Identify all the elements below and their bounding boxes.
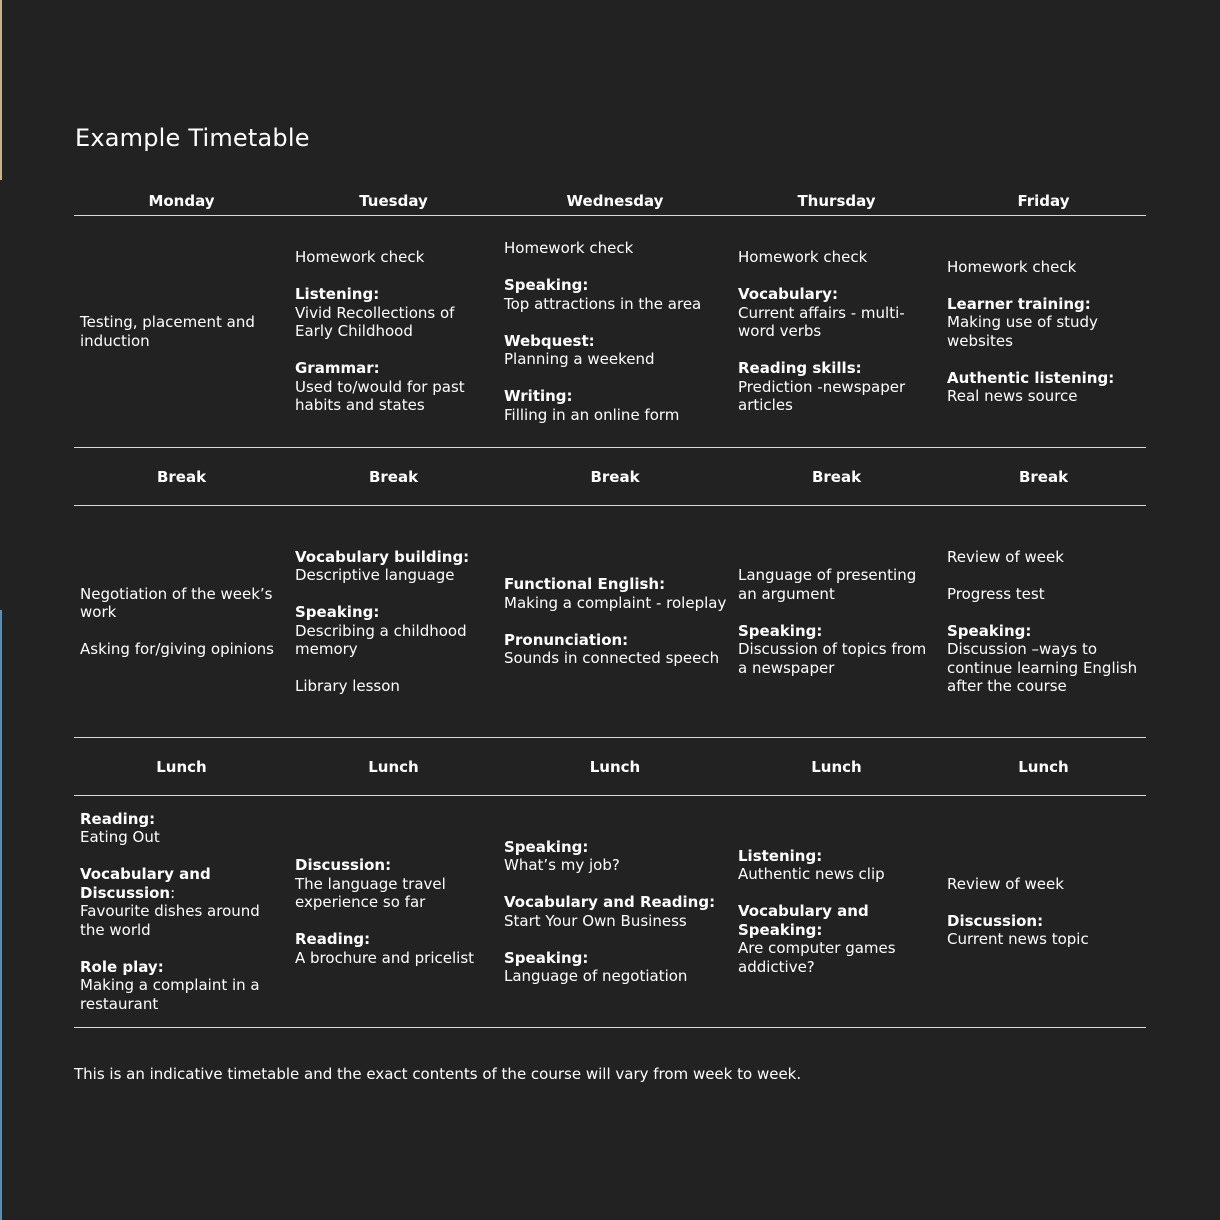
cell-text: Authentic news clip [738,865,885,884]
lunch-cell-tuesday: Lunch [289,738,498,796]
cell-text: Language of presenting an argument [738,566,917,603]
lunch-cell-thursday: Lunch [732,738,941,796]
cell-label: Role play: [80,957,164,976]
session-row-3 [74,796,1146,1028]
lunch-row [74,738,1146,796]
cell-label: Writing: [504,387,573,405]
cell-wednesday-session2 [498,506,732,738]
footnote: This is an indicative timetable and the exact contents of the course will vary from week to week. [74,1065,802,1083]
cell-label: Authentic listening: [947,368,1115,387]
cell-monday-session3 [74,796,289,1028]
cell-text: Prediction -newspaper articles [738,377,906,415]
cell-thursday-session1 [732,216,941,448]
cell-text: Library lesson [295,677,400,695]
day-header-thursday: Thursday [732,186,941,216]
cell-label: Speaking: [947,621,1032,640]
break-cell-monday: Break [74,448,289,506]
cell-text: What’s my job? [504,856,620,874]
cell-label: Functional English: [504,575,666,594]
day-header-tuesday: Tuesday [289,186,498,216]
cell-text: Making a complaint in a restaurant [80,976,260,1013]
cell-monday-session1 [74,216,289,448]
cell-text: The language travel experience so far [295,874,446,911]
lunch-cell-wednesday: Lunch [498,738,732,796]
cell-label: Reading skills: [738,359,862,378]
cell-text: Making use of study websites [947,313,1098,350]
cell-label: Reading: [80,809,156,828]
cell-text: Sounds in connected speech [504,649,720,668]
cell-text: Discussion –ways to continue learning English after the course [947,640,1138,695]
day-header-monday: Monday [74,186,289,216]
lunch-cell-monday: Lunch [74,738,289,796]
cell-text: Favourite dishes around the world [80,902,260,939]
cell-label: Discussion: [947,911,1044,930]
edge-accent-bottom [0,610,2,1220]
cell-text: Describing a childhood memory [295,621,467,658]
cell-text: Vivid Recollections of Early Childhood [295,303,455,341]
cell-label: Speaking: [504,948,589,967]
cell-text: Are computer games addictive? [738,939,896,976]
session-row-1 [74,216,1146,448]
cell-text: Filling in an online form [504,405,680,424]
break-row [74,448,1146,506]
cell-text: A brochure and pricelist [295,948,475,967]
cell-wednesday-session1 [498,216,732,448]
cell-text: Negotiation of the week’s work [80,584,273,621]
cell-label: Listening: [295,285,380,304]
cell-text: Homework check [504,239,634,257]
cell-label: Speaking: [295,603,380,621]
cell-text: Eating Out [80,828,160,847]
cell-text: Homework check [738,248,868,267]
cell-friday-session3 [941,796,1146,1028]
cell-label: Vocabulary and Reading: [504,893,716,911]
cell-label: Speaking: [504,276,589,294]
cell-text: Review of week [947,874,1064,893]
timetable [74,186,1146,1028]
cell-tuesday-session2 [289,506,498,738]
cell-label: Speaking: [738,621,823,640]
cell-text: Real news source [947,387,1078,405]
cell-text: Used to/would for past habits and states [295,377,465,415]
day-header-wednesday: Wednesday [498,186,732,216]
cell-text: Start Your Own Business [504,911,687,930]
cell-text: Homework check [947,257,1077,276]
lunch-cell-friday: Lunch [941,738,1146,796]
page-title: Example Timetable [75,124,310,152]
cell-text: Progress test [947,584,1045,603]
break-cell-tuesday: Break [289,448,498,506]
cell-text: Current news topic [947,930,1089,948]
cell-label-punct: : [170,883,176,902]
cell-text: Top attractions in the area [504,294,702,313]
cell-thursday-session2 [732,506,941,738]
session-row-2 [74,506,1146,738]
cell-text: Review of week [947,547,1064,566]
cell-thursday-session3 [732,796,941,1028]
day-header-row [74,186,1146,216]
cell-text: Making a complaint - roleplay [504,593,727,612]
cell-label: Webquest: [504,331,595,350]
cell-friday-session1 [941,216,1146,448]
cell-label: Discussion: [295,856,392,874]
cell-label: Grammar: [295,359,380,378]
cell-text: Testing, placement and induction [80,313,255,350]
cell-text: Discussion of topics from a newspaper [738,640,927,677]
cell-wednesday-session3 [498,796,732,1028]
cell-label: Vocabulary: [738,285,838,304]
cell-label: Learner training: [947,294,1091,313]
cell-text: Descriptive language [295,566,455,584]
break-cell-wednesday: Break [498,448,732,506]
cell-label: Pronunciation: [504,630,629,649]
cell-text: Homework check [295,248,425,267]
break-cell-thursday: Break [732,448,941,506]
cell-label: Vocabulary and Speaking: [738,902,869,939]
cell-label: Listening: [738,846,823,865]
cell-tuesday-session1 [289,216,498,448]
cell-tuesday-session3 [289,796,498,1028]
cell-label: Speaking: [504,837,589,856]
edge-accent-top [0,0,2,180]
cell-label: Vocabulary building: [295,547,470,566]
cell-label: Vocabulary and Discussion [80,865,211,902]
cell-friday-session2 [941,506,1146,738]
cell-text: Current affairs - multi-word verbs [738,303,905,341]
cell-text: Planning a weekend [504,350,655,368]
day-header-friday: Friday [941,186,1146,216]
break-cell-friday: Break [941,448,1146,506]
cell-label: Reading: [295,930,371,948]
cell-text: Asking for/giving opinions [80,640,274,658]
cell-monday-session2 [74,506,289,738]
cell-text: Language of negotiation [504,967,688,985]
